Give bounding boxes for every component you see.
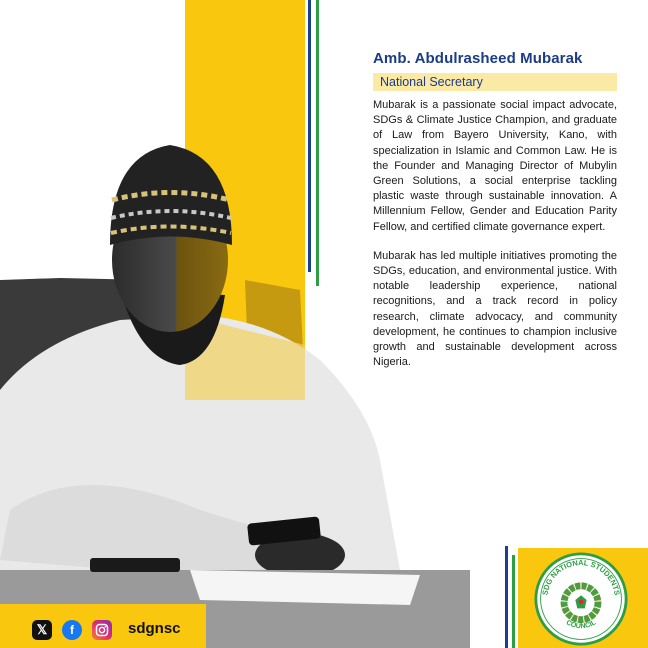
social-handle[interactable]: sdgnsc (128, 620, 181, 637)
instagram-icon[interactable] (92, 620, 112, 640)
profile-bio (373, 98, 617, 370)
logo-bottom-text: COUNCIL (564, 619, 598, 631)
x-icon[interactable]: 𝕏 (32, 620, 52, 640)
bio-paragraph-2: Mubarak has led multiple initiatives promoting the SDGs, education, and environmental justice. With notable leadership experience, national recognitions, and a track record in policy research, climate advocacy, and community development, he continues to champion inclusive growth and sustainable development across Nigeria. (373, 249, 617, 369)
profile-name: Amb. Abdulrasheed Mubarak (373, 50, 583, 67)
green-stripe-bottom (512, 555, 515, 648)
logo-top-text: SDG NATIONAL STUDENTS (540, 558, 622, 596)
facebook-icon[interactable]: f (62, 620, 82, 640)
blue-stripe-bottom (505, 546, 508, 648)
bio-paragraph-1: Mubarak is a passionate social impact advocate, SDGs & Climate Justice Champion, and graduate of Law from Bayero University, Kano, with specialization in Islamic and Common Law. He is the Founder and Managing Director of Mubylin Green Solutions, a social enterprise tackling plastic waste through sustainable innovation. A Millennium Fellow, Gender and Education Parity Fellow, and certified climate governance expert. (373, 99, 617, 233)
council-logo (534, 552, 628, 646)
profile-role: National Secretary (380, 75, 483, 89)
